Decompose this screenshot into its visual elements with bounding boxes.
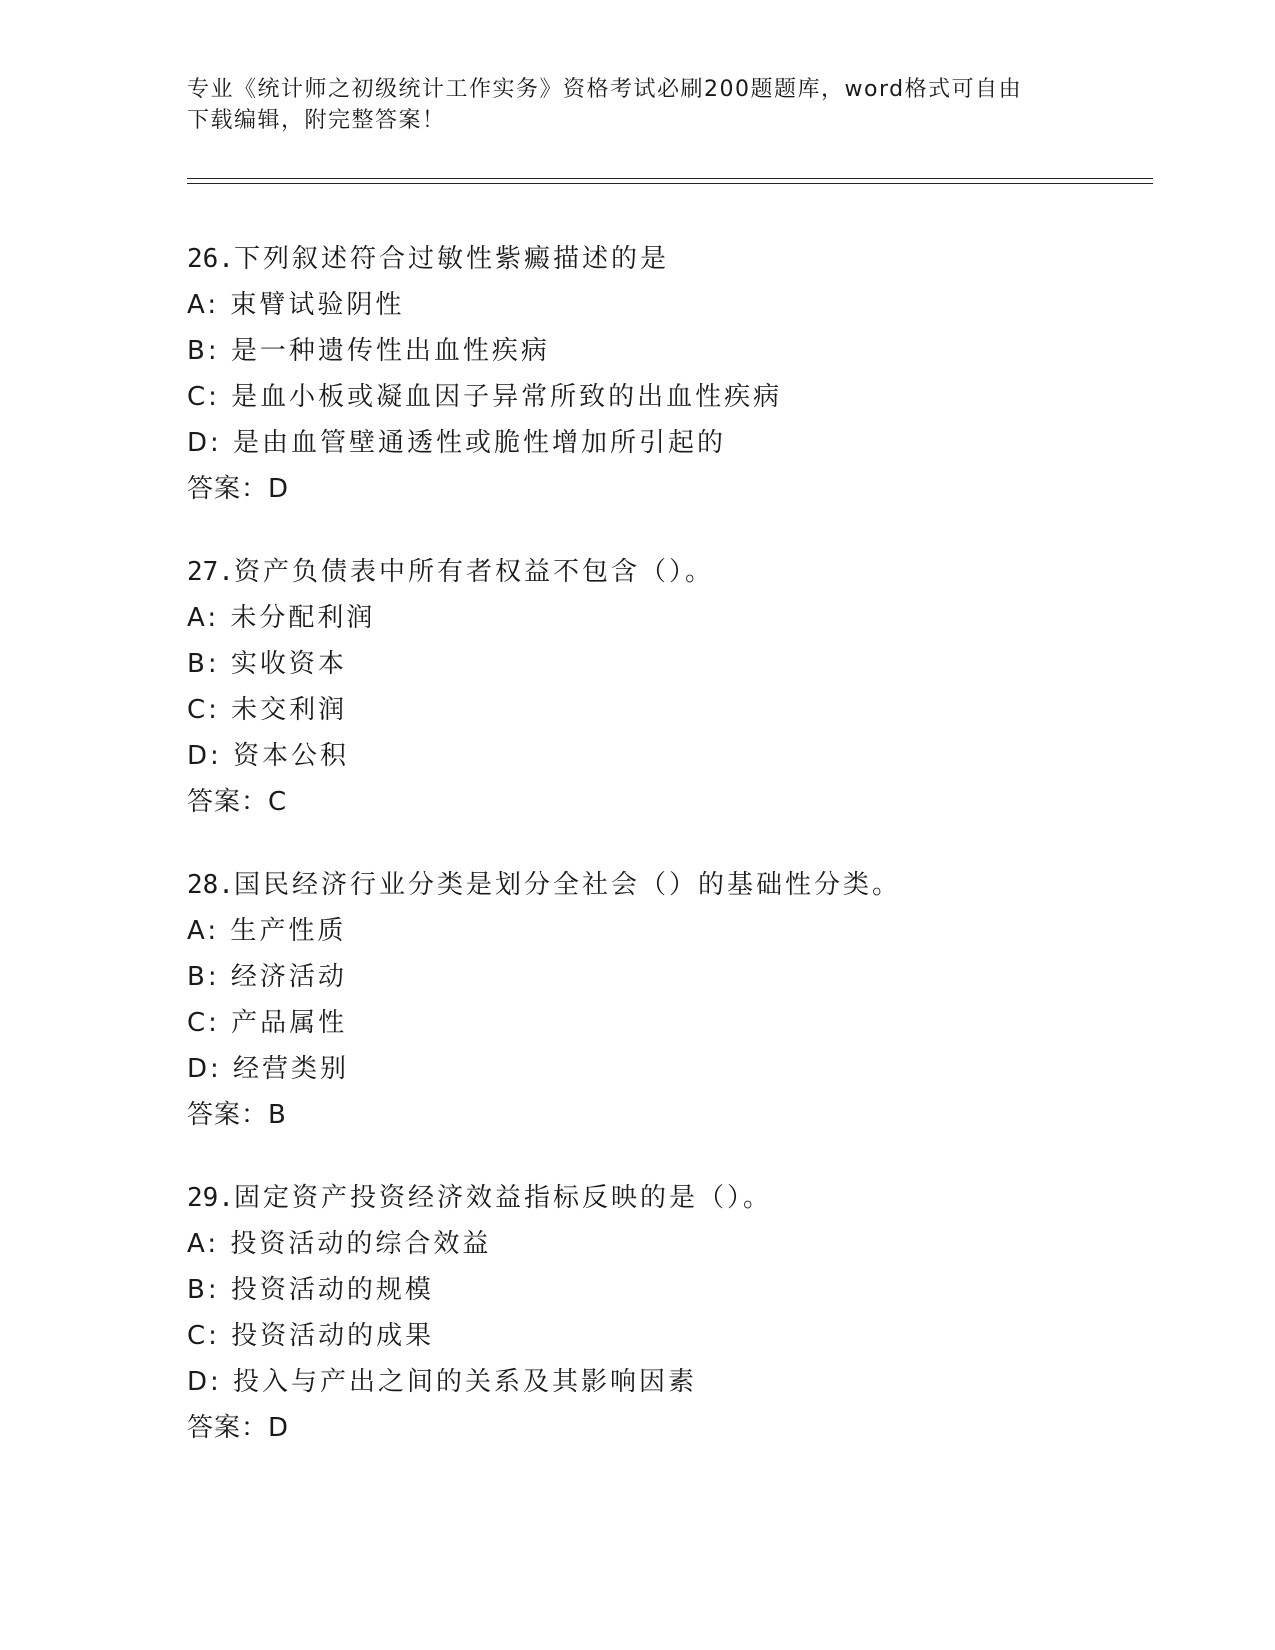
question-stem — [187, 862, 1167, 908]
option-c: C: 投资活动的成果 — [187, 1321, 435, 1351]
option-c: C: 产品属性 — [187, 1008, 348, 1038]
option-d: D: 是由血管壁通透性或脆性增加所引起的 — [187, 428, 727, 458]
question-number: 27. — [187, 557, 234, 587]
header-line-2: 下载编辑，附完整答案！ — [187, 108, 446, 133]
question-number: 28. — [187, 870, 234, 900]
option-a: A: 生产性质 — [187, 916, 347, 946]
option-a: A: 投资活动的综合效益 — [187, 1229, 492, 1259]
question-text: 固定资产投资经济效益指标反映的是（）。 — [233, 1183, 772, 1213]
question-number: 26. — [187, 244, 234, 274]
question-26 — [187, 236, 1167, 512]
answer-line: 答案：B — [187, 1100, 287, 1130]
option-b: B: 实收资本 — [187, 649, 347, 679]
question-stem — [187, 236, 1167, 282]
option-d: D: 资本公积 — [187, 741, 350, 771]
answer-line: 答案：D — [187, 1413, 290, 1443]
option-c: C: 未交利润 — [187, 695, 348, 725]
option-b: B: 经济活动 — [187, 962, 347, 992]
question-stem — [187, 549, 1167, 595]
answer-line: 答案：D — [187, 474, 290, 504]
header-divider-top — [187, 178, 1153, 179]
question-27 — [187, 549, 1167, 825]
option-a: A: 未分配利润 — [187, 603, 376, 633]
option-b: B: 投资活动的规模 — [187, 1275, 434, 1305]
header-line-1: 专业《统计师之初级统计工作实务》资格考试必刷200题题库，word格式可自由 — [187, 77, 1023, 102]
document-header — [187, 74, 1087, 136]
option-d: D: 经营类别 — [187, 1054, 350, 1084]
question-stem — [187, 1175, 1167, 1221]
answer-line: 答案：C — [187, 787, 288, 817]
question-text: 资产负债表中所有者权益不包含（）。 — [233, 557, 714, 587]
question-29 — [187, 1175, 1167, 1451]
option-c: C: 是血小板或凝血因子异常所致的出血性疾病 — [187, 382, 783, 412]
header-divider-bottom — [187, 183, 1153, 184]
option-a: A: 束臂试验阴性 — [187, 290, 405, 320]
option-b: B: 是一种遗传性出血性疾病 — [187, 336, 550, 366]
question-text: 下列叙述符合过敏性紫癜描述的是 — [233, 244, 669, 274]
option-d: D: 投入与产出之间的关系及其影响因素 — [187, 1367, 698, 1397]
question-28 — [187, 862, 1167, 1138]
question-number: 29. — [187, 1183, 234, 1213]
question-text: 国民经济行业分类是划分全社会（）的基础性分类。 — [233, 870, 901, 900]
question-list — [187, 236, 1167, 1488]
